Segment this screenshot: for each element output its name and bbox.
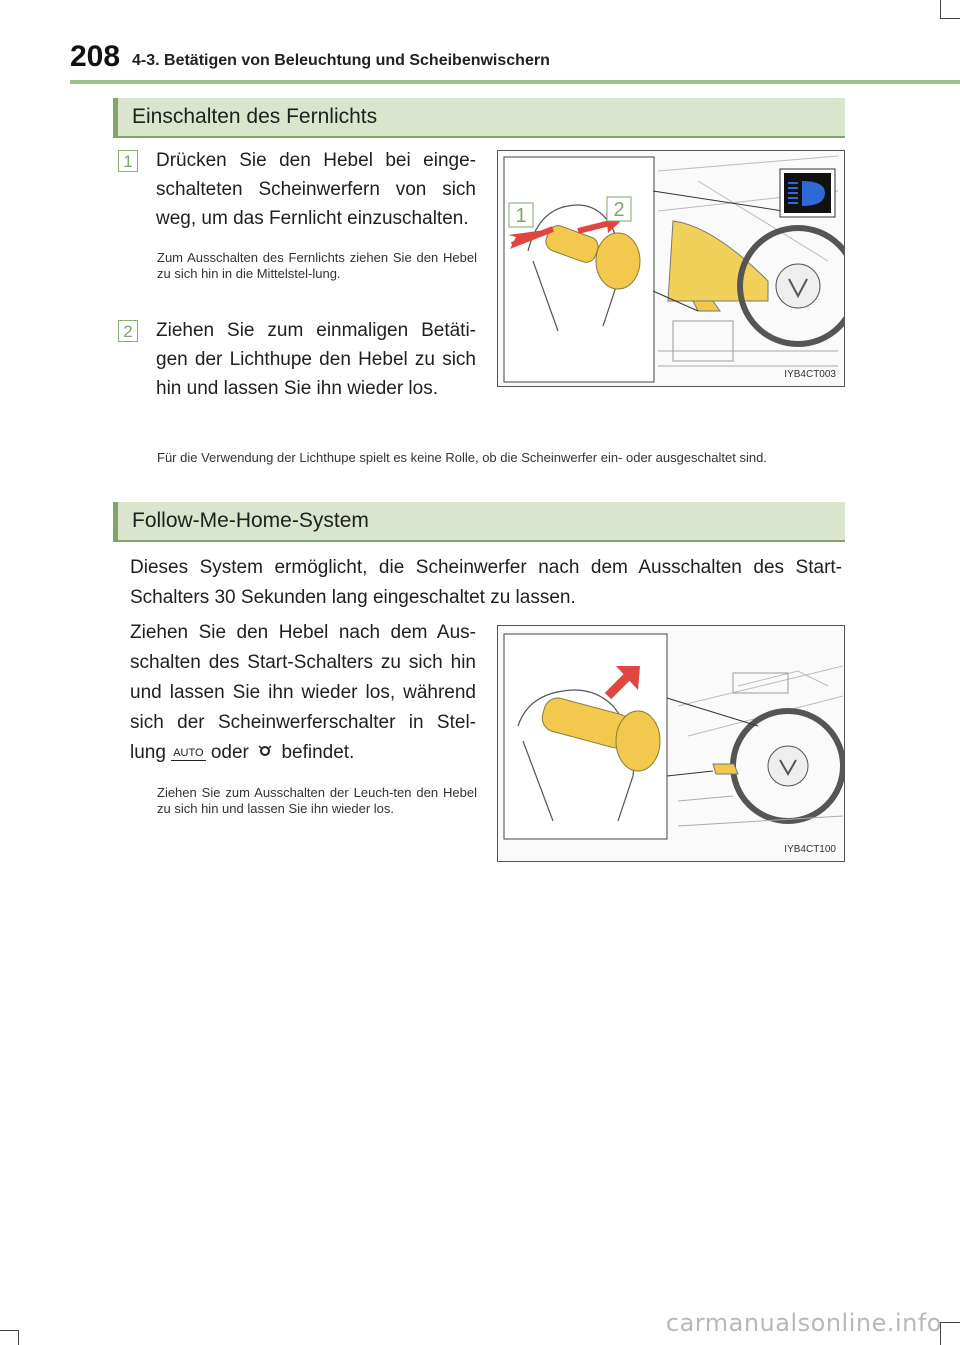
figure-code: IYB4CT100 (784, 844, 836, 855)
step2-text: Ziehen Sie zum einmaligen Betäti-gen der Lichthupe den Hebel zu sich hin und lassen Sie ihn wieder los. (156, 320, 476, 399)
step1-note: Zum Ausschalten des Fernlichts ziehen Sie den Hebel zu sich hin in die Mittelstel-lung. (157, 250, 477, 281)
body-text-oder: oder (210, 742, 249, 764)
chapter-title: 4-3. Betätigen von Beleuchtung und Scheibenwischern (132, 52, 550, 69)
section2-body (130, 618, 476, 768)
step2-note: Für die Verwendung der Lichthupe spielt es keine Rolle, ob die Scheinwerfer ein- oder ausgeschaltet sind. (157, 450, 767, 465)
crop-mark (18, 1330, 19, 1345)
section-heading-high-beam (113, 98, 845, 138)
step-number-1: 1 (118, 150, 138, 172)
section-title: Follow-Me-Home-System (132, 509, 369, 532)
crop-mark (940, 0, 941, 18)
callout-2: 2 (613, 199, 625, 221)
step-number-2: 2 (118, 320, 138, 342)
auto-position-icon: AUTO (173, 746, 204, 759)
section2-note: Ziehen Sie zum Ausschalten der Leuch-ten den Hebel zu sich hin und lassen Sie ihn wieder los. (157, 785, 477, 816)
page-number: 208 (70, 40, 121, 73)
figure-high-beam-lever (497, 150, 845, 387)
callout-1: 1 (515, 205, 527, 227)
figure-code: IYB4CT003 (784, 369, 836, 380)
crop-mark (940, 18, 960, 19)
step1-text: Drücken Sie den Hebel bei einge-schalteten Scheinwerfern von sich weg, um das Fernlicht einzuschalten. (156, 150, 476, 229)
header-rule (70, 80, 960, 84)
crop-mark (0, 1330, 18, 1331)
dashboard-illustration (498, 626, 844, 861)
watermark: carmanualsonline.info (665, 1309, 942, 1337)
section2-intro: Dieses System ermöglicht, die Scheinwerfer nach dem Ausschalten des Start-Schalters 30 Sekunden lang eingeschaltet zu lassen. (130, 557, 842, 608)
figure-follow-me-home-lever (497, 625, 845, 862)
section-title: Einschalten des Fernlichts (132, 105, 378, 128)
dashboard-illustration (498, 151, 844, 386)
body-text-part1: Ziehen Sie den Hebel nach dem Aus-schalten des Start-Schalters zu sich hin und lassen Sie ihn wieder los, während sich der Scheinwerferschalter in Stel-lung (130, 622, 476, 764)
body-text-part2: befindet. (281, 742, 355, 764)
headlight-symbol-icon (254, 738, 276, 768)
crop-mark (940, 1322, 960, 1323)
section-heading-follow-me-home (113, 502, 845, 542)
